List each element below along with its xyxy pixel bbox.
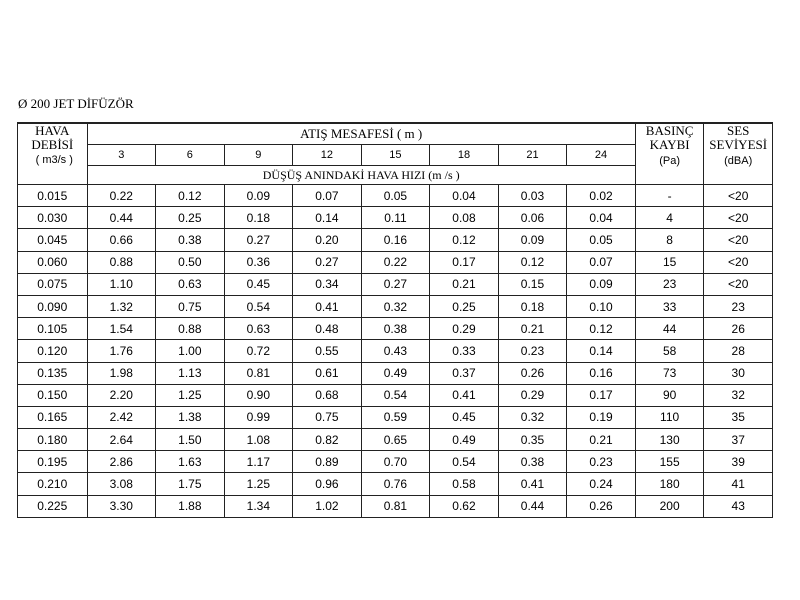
velocity-cell: 0.07: [293, 185, 362, 207]
velocity-cell: 0.20: [293, 229, 362, 251]
velocity-cell: 0.02: [567, 185, 636, 207]
velocity-cell: 1.50: [156, 429, 225, 451]
velocity-cell: 0.38: [498, 451, 567, 473]
table-header: [18, 123, 773, 185]
air-flow-cell: 0.120: [18, 340, 88, 362]
velocity-cell: 0.41: [498, 473, 567, 495]
velocity-cell: 0.45: [430, 406, 499, 428]
velocity-cell: 1.63: [156, 451, 225, 473]
fall-velocity-header: DÜŞÜŞ ANINDAKİ HAVA HIZI (m /s ): [87, 166, 635, 185]
velocity-cell: 0.16: [567, 362, 636, 384]
velocity-cell: 0.21: [498, 318, 567, 340]
sound-level-cell: 43: [704, 495, 773, 517]
velocity-cell: 0.04: [567, 207, 636, 229]
sound-level-cell: <20: [704, 273, 773, 295]
pressure-loss-cell: 58: [635, 340, 704, 362]
sound-level-unit: (dBA): [724, 155, 753, 167]
velocity-cell: 2.64: [87, 429, 156, 451]
velocity-cell: 0.12: [156, 185, 225, 207]
velocity-cell: 1.00: [156, 340, 225, 362]
velocity-cell: 1.25: [156, 384, 225, 406]
sound-level-cell: 26: [704, 318, 773, 340]
velocity-cell: 0.81: [361, 495, 430, 517]
sound-level-cell: 28: [704, 340, 773, 362]
velocity-cell: 2.86: [87, 451, 156, 473]
velocity-cell: 0.41: [293, 295, 362, 317]
table-body: [18, 185, 773, 518]
velocity-cell: 0.05: [361, 185, 430, 207]
pressure-loss-cell: 8: [635, 229, 704, 251]
velocity-cell: 0.88: [156, 318, 225, 340]
table-row: [18, 185, 773, 207]
velocity-cell: 0.49: [361, 362, 430, 384]
velocity-cell: 0.18: [224, 207, 293, 229]
table-row: [18, 384, 773, 406]
throw-distance-header: ATIŞ MESAFESİ ( m ): [87, 123, 635, 145]
velocity-cell: 0.43: [361, 340, 430, 362]
velocity-cell: 0.29: [430, 318, 499, 340]
sound-level-cell: 32: [704, 384, 773, 406]
velocity-cell: 0.08: [430, 207, 499, 229]
air-flow-cell: 0.150: [18, 384, 88, 406]
velocity-cell: 0.81: [224, 362, 293, 384]
table-row: [18, 273, 773, 295]
velocity-cell: 0.90: [224, 384, 293, 406]
velocity-cell: 0.68: [293, 384, 362, 406]
velocity-cell: 0.75: [293, 406, 362, 428]
velocity-cell: 0.17: [567, 384, 636, 406]
velocity-cell: 0.12: [498, 251, 567, 273]
velocity-cell: 0.44: [87, 207, 156, 229]
table-row: [18, 229, 773, 251]
velocity-cell: 0.29: [498, 384, 567, 406]
air-flow-cell: 0.075: [18, 273, 88, 295]
velocity-cell: 0.76: [361, 473, 430, 495]
table-row: [18, 429, 773, 451]
sound-level-cell: <20: [704, 229, 773, 251]
velocity-cell: 0.27: [224, 229, 293, 251]
velocity-cell: 1.88: [156, 495, 225, 517]
velocity-cell: 0.27: [293, 251, 362, 273]
sound-level-line2: SEVİYESİ: [709, 137, 768, 152]
velocity-cell: 3.30: [87, 495, 156, 517]
velocity-cell: 0.45: [224, 273, 293, 295]
velocity-cell: 0.61: [293, 362, 362, 384]
velocity-cell: 0.26: [498, 362, 567, 384]
air-flow-cell: 0.210: [18, 473, 88, 495]
sound-level-cell: 35: [704, 406, 773, 428]
pressure-loss-header: [635, 123, 704, 185]
distance-cell: 9: [224, 145, 293, 166]
velocity-cell: 0.96: [293, 473, 362, 495]
velocity-cell: 3.08: [87, 473, 156, 495]
sound-level-cell: 30: [704, 362, 773, 384]
pressure-loss-cell: 4: [635, 207, 704, 229]
velocity-cell: 0.03: [498, 185, 567, 207]
air-flow-cell: 0.090: [18, 295, 88, 317]
velocity-cell: 0.25: [156, 207, 225, 229]
table-row: [18, 340, 773, 362]
velocity-cell: 0.12: [567, 318, 636, 340]
velocity-cell: 0.63: [224, 318, 293, 340]
pressure-loss-cell: 15: [635, 251, 704, 273]
velocity-cell: 0.54: [224, 295, 293, 317]
sound-level-cell: 39: [704, 451, 773, 473]
velocity-cell: 0.58: [430, 473, 499, 495]
table-row: [18, 318, 773, 340]
air-flow-cell: 0.180: [18, 429, 88, 451]
air-flow-cell: 0.165: [18, 406, 88, 428]
velocity-cell: 0.18: [498, 295, 567, 317]
velocity-cell: 0.24: [567, 473, 636, 495]
velocity-cell: 0.70: [361, 451, 430, 473]
velocity-cell: 0.59: [361, 406, 430, 428]
velocity-cell: 1.75: [156, 473, 225, 495]
pressure-loss-cell: 180: [635, 473, 704, 495]
pressure-loss-unit: (Pa): [659, 155, 681, 167]
velocity-cell: 0.82: [293, 429, 362, 451]
velocity-cell: 0.88: [87, 251, 156, 273]
velocity-cell: 0.48: [293, 318, 362, 340]
velocity-cell: 0.26: [567, 495, 636, 517]
velocity-cell: 0.14: [567, 340, 636, 362]
pressure-loss-line2: KAYBI: [649, 137, 690, 152]
velocity-cell: 1.10: [87, 273, 156, 295]
velocity-cell: 0.05: [567, 229, 636, 251]
velocity-cell: 0.15: [498, 273, 567, 295]
pressure-loss-cell: 130: [635, 429, 704, 451]
air-flow-cell: 0.225: [18, 495, 88, 517]
air-flow-cell: 0.030: [18, 207, 88, 229]
table-row: [18, 362, 773, 384]
velocity-cell: 0.63: [156, 273, 225, 295]
velocity-cell: 0.11: [361, 207, 430, 229]
pressure-loss-cell: 44: [635, 318, 704, 340]
velocity-cell: 0.49: [430, 429, 499, 451]
velocity-cell: 0.09: [567, 273, 636, 295]
velocity-cell: 0.38: [361, 318, 430, 340]
table-row: [18, 295, 773, 317]
air-flow-unit: ( m3/s ): [35, 154, 73, 166]
table-title: Ø 200 JET DİFÜZÖR: [18, 96, 134, 111]
velocity-cell: 0.32: [361, 295, 430, 317]
table-row: [18, 207, 773, 229]
sound-level-cell: 23: [704, 295, 773, 317]
air-flow-cell: 0.195: [18, 451, 88, 473]
distance-cell: 24: [567, 145, 636, 166]
velocity-cell: 1.34: [224, 495, 293, 517]
velocity-cell: 2.20: [87, 384, 156, 406]
velocity-cell: 0.37: [430, 362, 499, 384]
velocity-cell: 1.32: [87, 295, 156, 317]
velocity-cell: 0.65: [361, 429, 430, 451]
pressure-loss-cell: 33: [635, 295, 704, 317]
sound-level-cell: <20: [704, 185, 773, 207]
velocity-cell: 0.19: [567, 406, 636, 428]
velocity-cell: 0.33: [430, 340, 499, 362]
velocity-cell: 2.42: [87, 406, 156, 428]
velocity-cell: 1.13: [156, 362, 225, 384]
velocity-cell: 1.25: [224, 473, 293, 495]
velocity-cell: 0.17: [430, 251, 499, 273]
velocity-cell: 0.35: [498, 429, 567, 451]
table-row: [18, 406, 773, 428]
velocity-cell: 0.99: [224, 406, 293, 428]
distance-cell: 21: [498, 145, 567, 166]
air-flow-cell: 0.135: [18, 362, 88, 384]
pressure-loss-line1: BASINÇ: [645, 123, 694, 138]
pressure-loss-cell: 73: [635, 362, 704, 384]
air-flow-cell: 0.060: [18, 251, 88, 273]
sound-level-cell: 37: [704, 429, 773, 451]
velocity-cell: 1.38: [156, 406, 225, 428]
pressure-loss-cell: 90: [635, 384, 704, 406]
distance-cell: 12: [293, 145, 362, 166]
velocity-cell: 0.62: [430, 495, 499, 517]
air-flow-header-line1: HAVA: [35, 123, 70, 138]
velocity-cell: 0.21: [430, 273, 499, 295]
velocity-cell: 0.44: [498, 495, 567, 517]
table-row: [18, 251, 773, 273]
velocity-cell: 0.16: [361, 229, 430, 251]
table-row: [18, 473, 773, 495]
velocity-cell: 0.66: [87, 229, 156, 251]
velocity-cell: 0.10: [567, 295, 636, 317]
sound-level-cell: 41: [704, 473, 773, 495]
velocity-cell: 1.08: [224, 429, 293, 451]
velocity-cell: 1.02: [293, 495, 362, 517]
distance-cell: 3: [87, 145, 156, 166]
velocity-cell: 0.12: [430, 229, 499, 251]
velocity-cell: 0.38: [156, 229, 225, 251]
velocity-cell: 0.50: [156, 251, 225, 273]
pressure-loss-cell: 110: [635, 406, 704, 428]
velocity-cell: 0.41: [430, 384, 499, 406]
pressure-loss-cell: 200: [635, 495, 704, 517]
distance-cell: 15: [361, 145, 430, 166]
air-flow-cell: 0.105: [18, 318, 88, 340]
velocity-cell: 0.21: [567, 429, 636, 451]
velocity-cell: 0.55: [293, 340, 362, 362]
air-flow-cell: 0.045: [18, 229, 88, 251]
table-row: [18, 451, 773, 473]
velocity-cell: 0.23: [567, 451, 636, 473]
table-row: [18, 495, 773, 517]
velocity-cell: 0.09: [498, 229, 567, 251]
sound-level-cell: <20: [704, 207, 773, 229]
velocity-cell: 0.54: [361, 384, 430, 406]
velocity-cell: 0.14: [293, 207, 362, 229]
pressure-loss-cell: 23: [635, 273, 704, 295]
air-flow-header: [18, 123, 88, 185]
velocity-cell: 0.09: [224, 185, 293, 207]
sound-level-line1: SES: [726, 123, 750, 138]
distance-cell: 6: [156, 145, 225, 166]
velocity-cell: 1.17: [224, 451, 293, 473]
velocity-cell: 0.04: [430, 185, 499, 207]
velocity-cell: 0.27: [361, 273, 430, 295]
pressure-loss-cell: 155: [635, 451, 704, 473]
velocity-cell: 0.06: [498, 207, 567, 229]
velocity-cell: 1.76: [87, 340, 156, 362]
velocity-cell: 0.22: [87, 185, 156, 207]
velocity-cell: 0.07: [567, 251, 636, 273]
pressure-loss-cell: -: [635, 185, 704, 207]
distance-cell: 18: [430, 145, 499, 166]
velocity-cell: 0.75: [156, 295, 225, 317]
velocity-cell: 0.32: [498, 406, 567, 428]
velocity-cell: 0.22: [361, 251, 430, 273]
velocity-cell: 0.25: [430, 295, 499, 317]
sound-level-header: [704, 123, 773, 185]
velocity-cell: 0.89: [293, 451, 362, 473]
velocity-cell: 0.34: [293, 273, 362, 295]
velocity-cell: 1.98: [87, 362, 156, 384]
velocity-cell: 0.23: [498, 340, 567, 362]
air-flow-cell: 0.015: [18, 185, 88, 207]
velocity-cell: 0.36: [224, 251, 293, 273]
velocity-cell: 1.54: [87, 318, 156, 340]
sound-level-cell: <20: [704, 251, 773, 273]
velocity-cell: 0.54: [430, 451, 499, 473]
velocity-cell: 0.72: [224, 340, 293, 362]
air-flow-header-line2: DEBİSİ: [31, 137, 74, 152]
diffuser-spec-table: [17, 122, 773, 518]
